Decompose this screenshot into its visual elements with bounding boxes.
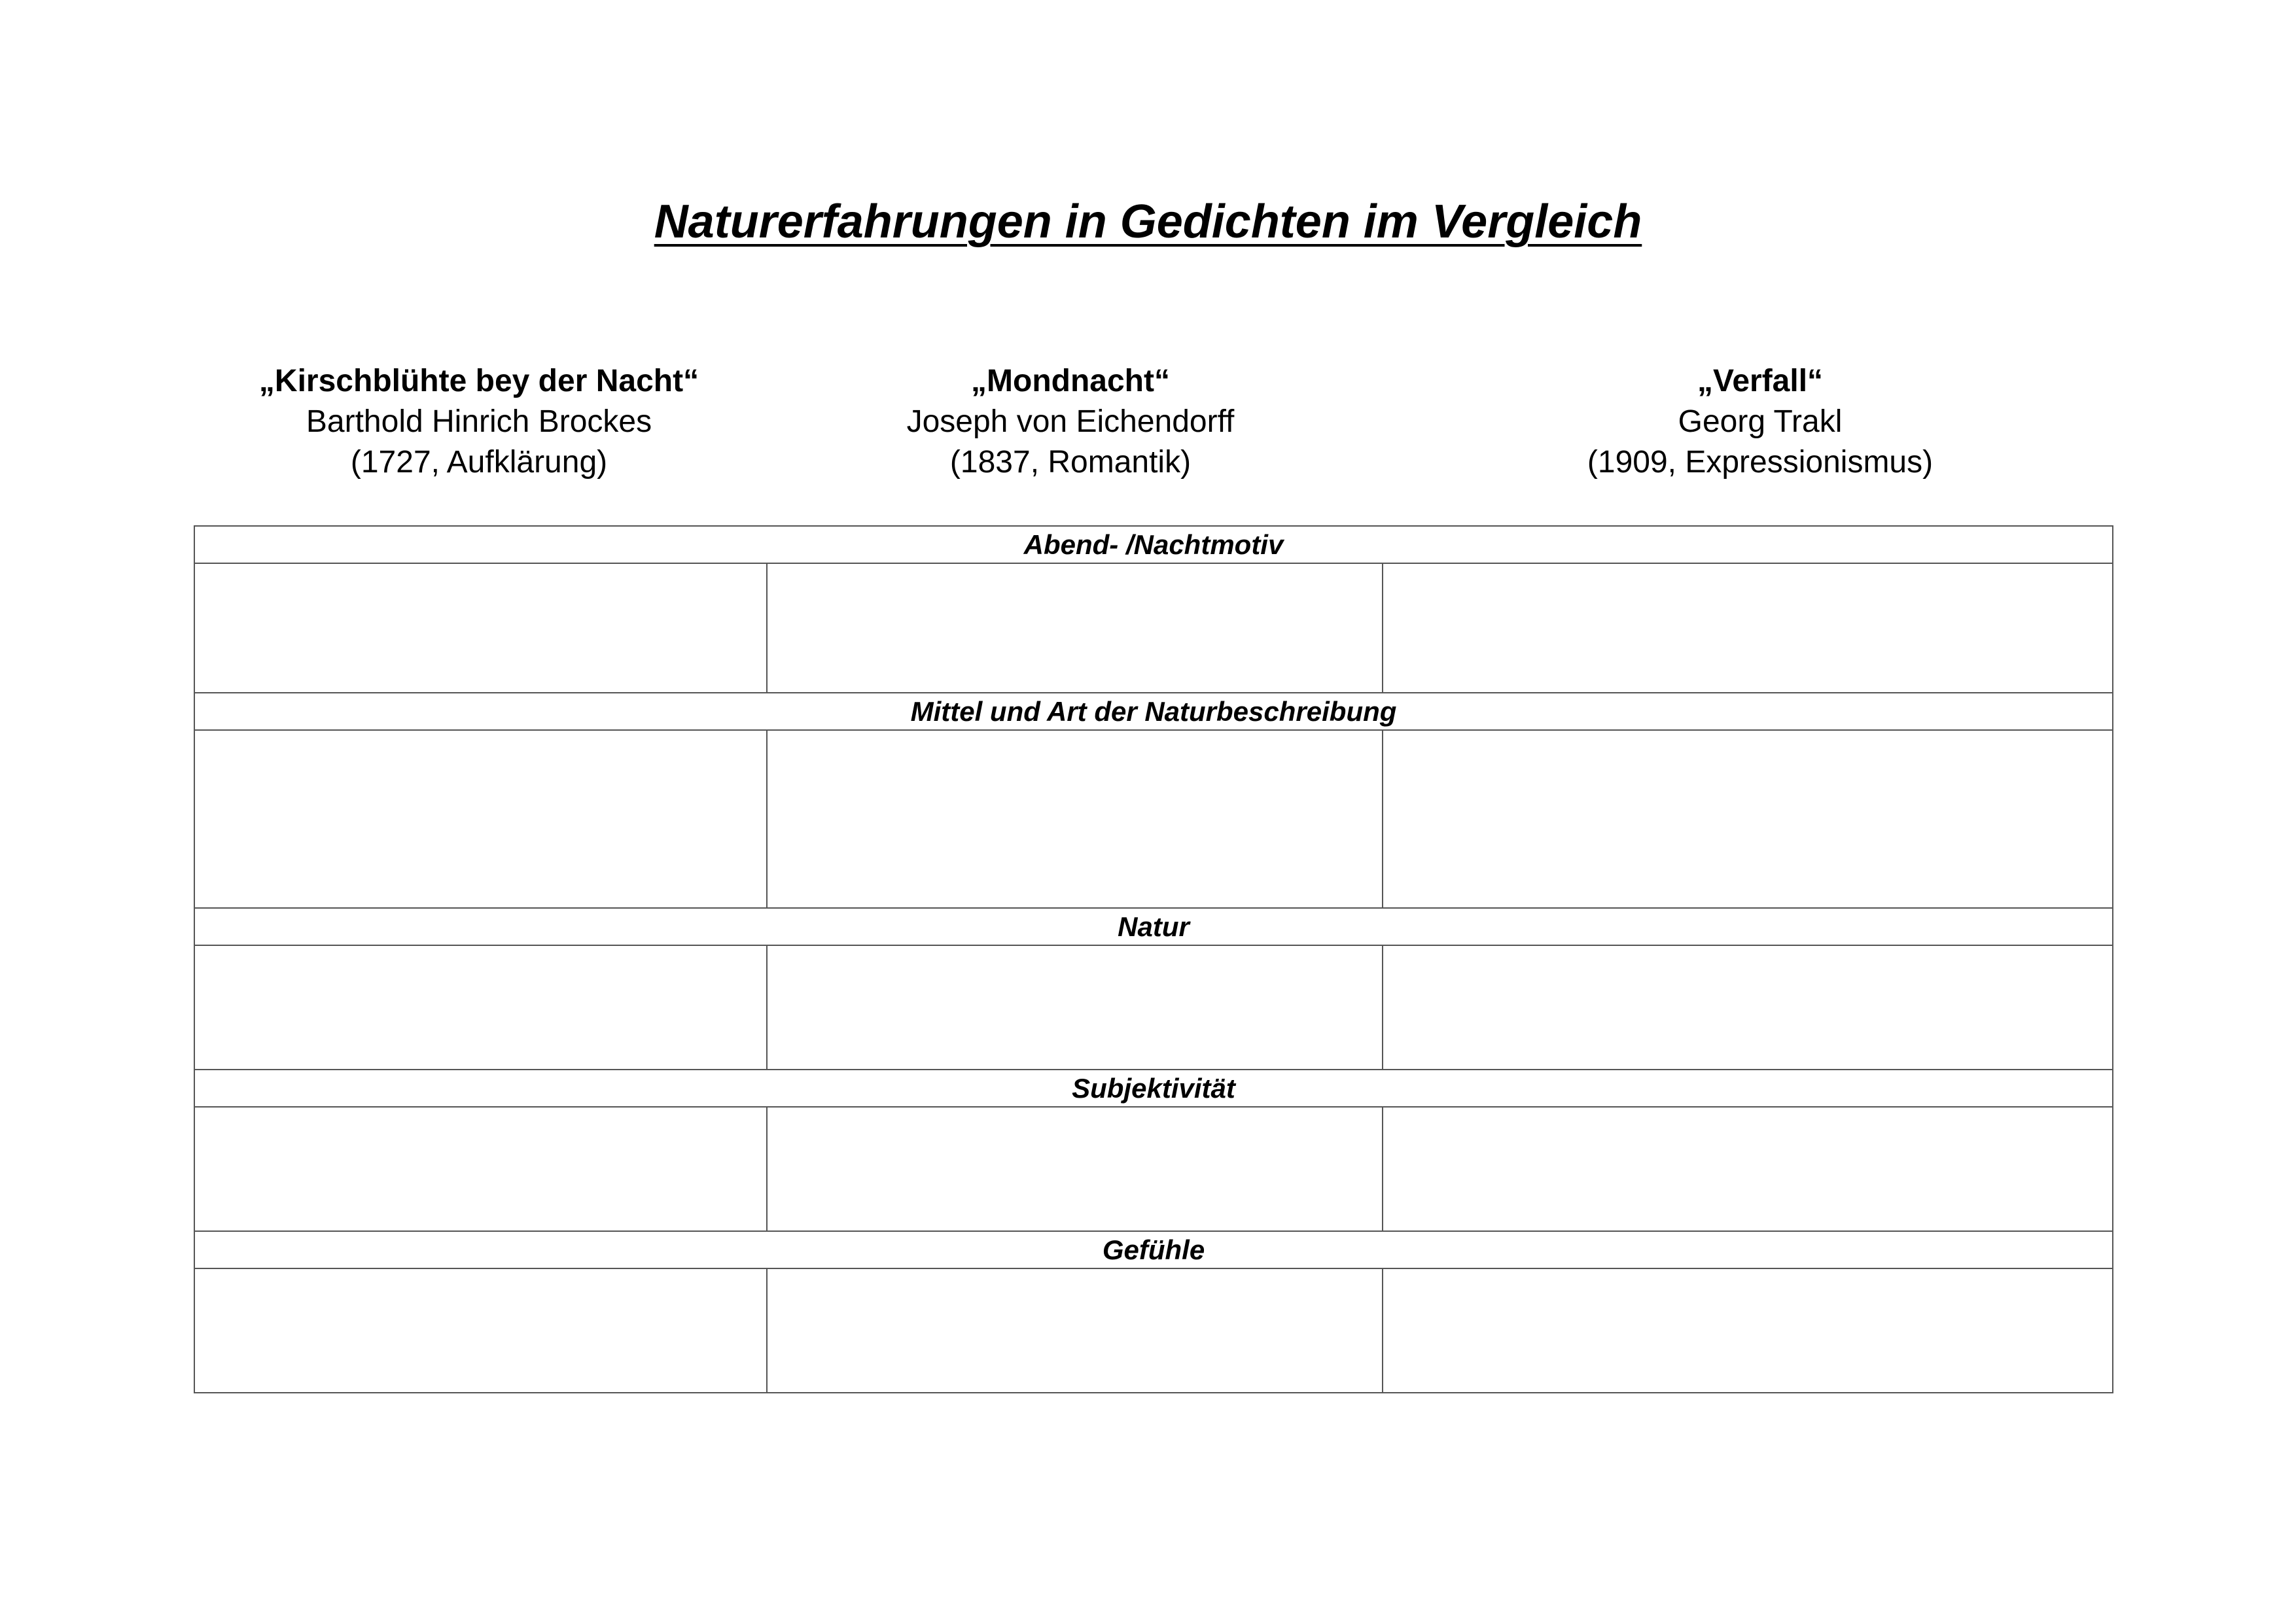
answer-row [194, 730, 2113, 908]
answer-cell-brockes[interactable] [194, 730, 767, 908]
section-heading-row [194, 526, 2113, 563]
answer-cell-brockes[interactable] [194, 1268, 767, 1393]
poem-author: Joseph von Eichendorff [906, 404, 1235, 439]
answer-cell-trakl[interactable] [1383, 945, 2113, 1070]
section-heading-row [194, 1231, 2113, 1268]
poem-year-epoch: (1727, Aufklärung) [350, 445, 608, 480]
poem-title: „Mondnacht“ [971, 364, 1170, 398]
section-heading: Gefühle [194, 1231, 2113, 1268]
section-heading: Mittel und Art der Naturbeschreibung [194, 693, 2113, 730]
poem-header-trakl [1498, 361, 2022, 483]
comparison-table [194, 525, 2113, 1393]
poem-header-brockes [217, 361, 741, 483]
poem-title: „Verfall“ [1697, 364, 1824, 398]
section-heading-row [194, 908, 2113, 945]
answer-cell-eichendorff[interactable] [767, 563, 1383, 693]
answer-row [194, 563, 2113, 693]
section-heading-row [194, 1070, 2113, 1107]
answer-row [194, 1107, 2113, 1231]
answer-cell-brockes[interactable] [194, 945, 767, 1070]
answer-cell-eichendorff[interactable] [767, 945, 1383, 1070]
answer-row [194, 1268, 2113, 1393]
poem-year-epoch: (1837, Romantik) [949, 445, 1192, 480]
poem-author: Georg Trakl [1678, 404, 1843, 439]
answer-cell-brockes[interactable] [194, 1107, 767, 1231]
section-heading: Abend- /Nachtmotiv [194, 526, 2113, 563]
poem-author: Barthold Hinrich Brockes [306, 404, 652, 439]
section-heading: Subjektivität [194, 1070, 2113, 1107]
section-heading-row [194, 693, 2113, 730]
answer-cell-eichendorff[interactable] [767, 1268, 1383, 1393]
poem-header-eichendorff [809, 361, 1332, 483]
answer-cell-brockes[interactable] [194, 563, 767, 693]
answer-row [194, 945, 2113, 1070]
poem-year-epoch: (1909, Expressionismus) [1587, 445, 1934, 480]
answer-cell-eichendorff[interactable] [767, 1107, 1383, 1231]
page-title: Naturerfahrungen in Gedichten im Vergleich [654, 196, 1642, 248]
section-heading: Natur [194, 908, 2113, 945]
answer-cell-eichendorff[interactable] [767, 730, 1383, 908]
poem-title: „Kirschblühte bey der Nacht“ [258, 364, 699, 398]
answer-cell-trakl[interactable] [1383, 1268, 2113, 1393]
answer-cell-trakl[interactable] [1383, 730, 2113, 908]
answer-cell-trakl[interactable] [1383, 1107, 2113, 1231]
answer-cell-trakl[interactable] [1383, 563, 2113, 693]
